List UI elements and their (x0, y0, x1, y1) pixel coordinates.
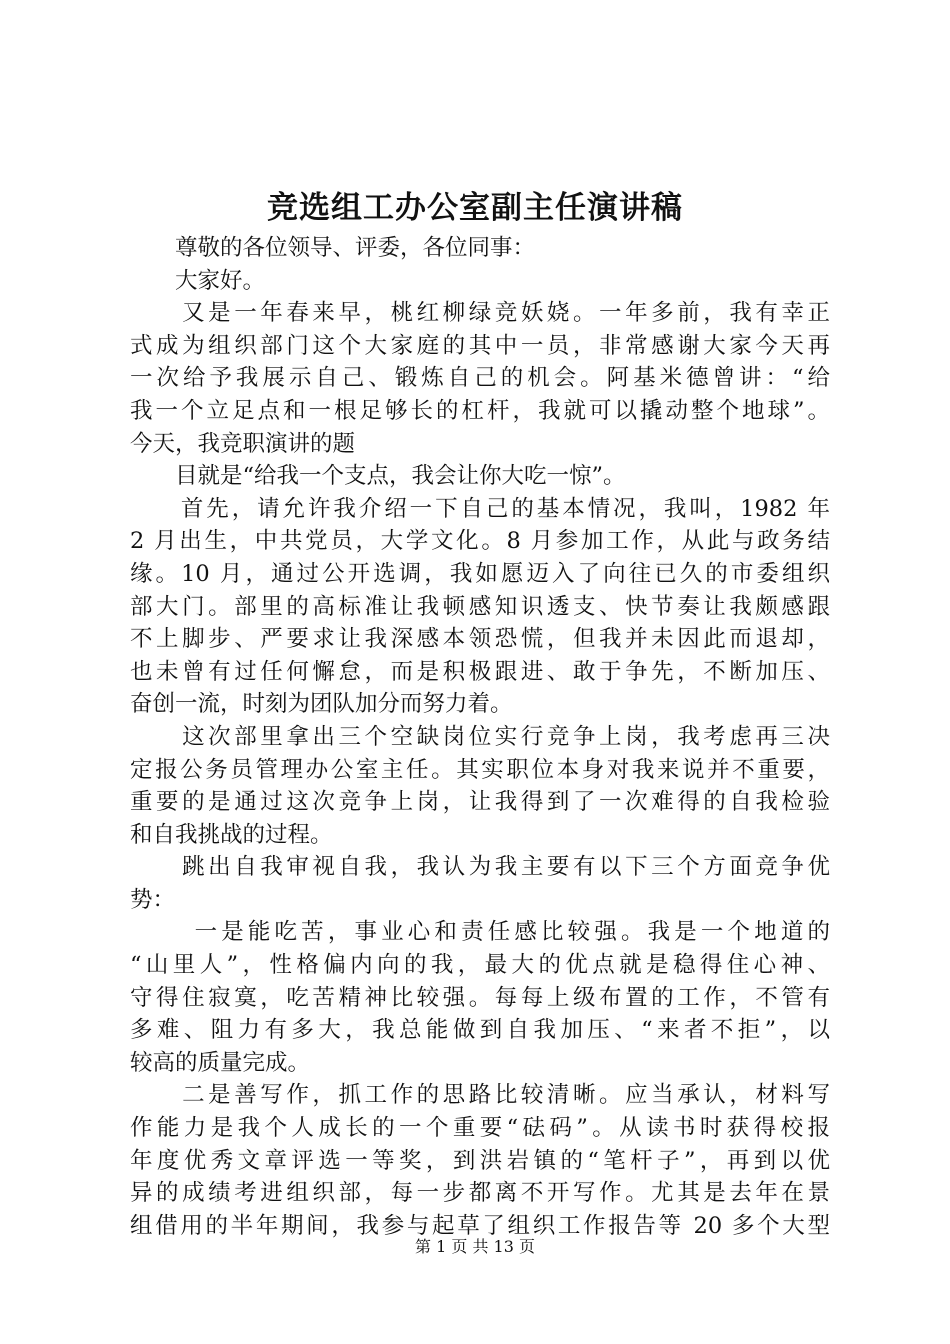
body-line: 缘。10 月，通过公开选调，我如愿迈入了向往已久的市委组织 (130, 560, 830, 587)
body-line: 多难、阻力有多大，我总能做到自我加压、“来者不拒”，以 (130, 1017, 830, 1044)
body-line: 一次给予我展示自己、锻炼自己的机会。阿基米德曾讲：“给 (130, 365, 830, 392)
body-line: “山里人”，性格偏内向的我，最大的优点就是稳得住心神、 (130, 952, 830, 979)
document-body (130, 232, 830, 1242)
page-indicator: 第 1 页 共 13 页 (415, 1237, 535, 1256)
body-line: 部大门。部里的高标准让我顿感知识透支、快节奏让我颇感跟 (130, 593, 830, 620)
body-line: 组借用的半年期间，我参与起草了组织工作报告等 20 多个大型 (130, 1212, 830, 1239)
body-line: 今天，我竞职演讲的题 (130, 430, 356, 457)
body-line: 又是一年春来早，桃红柳绿竞妖娆。一年多前，我有幸正 (130, 300, 830, 327)
body-line: 不上脚步、严要求让我深感本领恐慌，但我并未因此而退却， (130, 626, 830, 653)
body-line: 2 月出生，中共党员，大学文化。8 月参加工作，从此与政务结 (130, 528, 830, 555)
body-line: 重要的是通过这次竞争上岗，让我得到了一次难得的自我检验 (130, 789, 830, 816)
body-line: 势： (130, 886, 176, 913)
document-title: 竞选组工办公室副主任演讲稿 (267, 190, 683, 226)
body-line: 首先，请允许我介绍一下自己的基本情况，我叫，1982 年 (130, 495, 830, 522)
body-line: 和自我挑战的过程。 (130, 821, 333, 848)
body-line: 作能力是我个人成长的一个重要“砝码”。从读书时获得校报 (130, 1115, 830, 1142)
body-line: 异的成绩考进组织部，每一步都离不开写作。尤其是去年在景 (130, 1180, 830, 1207)
body-line: 较高的质量完成。 (130, 1049, 311, 1076)
body-line: 我一个立足点和一根足够长的杠杆，我就可以撬动整个地球”。 (130, 397, 830, 424)
body-line: 奋创一流，时刻为团队加分而努力着。 (130, 691, 513, 718)
body-line: 也未曾有过任何懈怠，而是积极跟进、敢于争先，不断加压、 (130, 658, 830, 685)
body-line: 目就是“给我一个支点，我会让你大吃一惊”。 (130, 463, 626, 490)
body-line: 年度优秀文章评选一等奖，到洪岩镇的“笔杆子”，再到以优 (130, 1147, 830, 1174)
body-line: 尊敬的各位领导、评委，各位同事： (130, 235, 536, 261)
body-line: 守得住寂寞，吃苦精神比较强。每每上级布置的工作，不管有 (130, 984, 830, 1011)
body-line: 二是善写作，抓工作的思路比较清晰。应当承认，材料写 (130, 1082, 830, 1109)
body-line: 跳出自我审视自我，我认为我主要有以下三个方面竞争优 (130, 854, 830, 881)
body-line: 定报公务员管理办公室主任。其实职位本身对我来说并不重要， (130, 756, 830, 783)
body-line: 大家好。 (130, 267, 266, 294)
body-line: 一是能吃苦，事业心和责任感比较强。我是一个地道的 (130, 919, 830, 946)
body-line: 这次部里拿出三个空缺岗位实行竞争上岗，我考虑再三决 (130, 723, 830, 750)
body-line: 式成为组织部门这个大家庭的其中一员，非常感谢大家今天再 (130, 332, 830, 359)
